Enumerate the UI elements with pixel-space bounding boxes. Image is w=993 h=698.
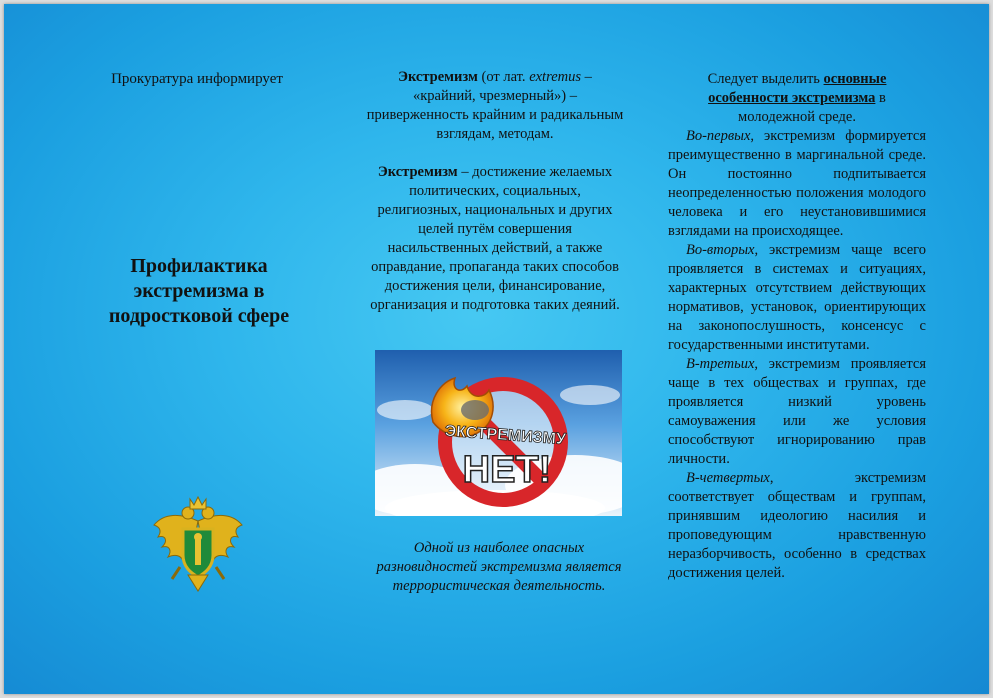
lead: Во-первых [686, 128, 751, 144]
features-intro [668, 70, 926, 127]
term: Экстремизм [398, 69, 478, 85]
no-extremism-banner [375, 350, 622, 516]
title-line: подростковой сфере [108, 305, 290, 327]
lead: В-четвертых [686, 470, 770, 486]
prosecutor-emblem-icon [150, 491, 246, 595]
brochure-title [49, 254, 349, 329]
term: Экстремизм [377, 164, 458, 180]
banner-top-text: ЭКСТРЕМИЗМУ [444, 422, 567, 449]
lead: Во-вторых [686, 242, 755, 258]
header-text: Прокуратура информирует [111, 71, 283, 87]
feature-2 [668, 241, 926, 355]
text: Следует выделить [707, 71, 824, 87]
text: , экстремизм чаще всего проявляется в системах и ситуациях, характерных отсутствием действующих нормативов, установок, ориентирующих на законопослушность, консенсус с государственными институтами. [668, 242, 926, 353]
panel-left [4, 4, 390, 694]
feature-3 [668, 355, 926, 469]
title-line: экстремизма в [133, 280, 265, 302]
panel-right [668, 70, 926, 583]
text: в молодежной среде. [738, 90, 886, 125]
panel-middle [366, 68, 624, 315]
latin-word: extremus [529, 69, 581, 85]
text: (от лат. [477, 69, 530, 85]
title-line: Профилактика [130, 255, 268, 277]
image-caption: Одной из наиболее опасных разновидностей экстремизма является террористическая деятельность. [376, 540, 622, 594]
text: , экстремизм проявляется чаще в тех обществах и группах, где проявляется низкий уровень самоуважения или же условия способствуют игнорированию прав личности. [668, 356, 926, 467]
text: – «крайний, чрезмерный») – приверженность крайним и радикальным взглядам, методам. [366, 69, 624, 142]
brochure-page [4, 4, 989, 694]
feature-4 [668, 469, 926, 583]
text: , экстремизм соответствует обществам и группам, принявшим идеологию насилия и проповедующим нравственную неразборчивость, особенно в средствах достижения целей. [668, 470, 926, 581]
text: , экстремизм формируется преимущественно в маргинальной среде. Он постоянно подпитывается неопределенностью положения молодого человека и его неустановившимися взглядами на происходящее. [668, 128, 926, 239]
highlight: основные особенности экстремизма [708, 71, 887, 106]
banner-bottom-text: НЕТ! [462, 449, 552, 491]
text: – достижение желаемых политических, социальных, религиозных, национальных и других целей путём совершения насильственных действий, а также оправдание, пропаганда таких способов достижения цели, финансирование, организация и подготовка таких деяний. [370, 164, 620, 313]
feature-1 [668, 127, 926, 241]
definition-2 [366, 163, 624, 315]
lead: В-третьих [686, 356, 755, 372]
definition-1 [366, 68, 624, 144]
